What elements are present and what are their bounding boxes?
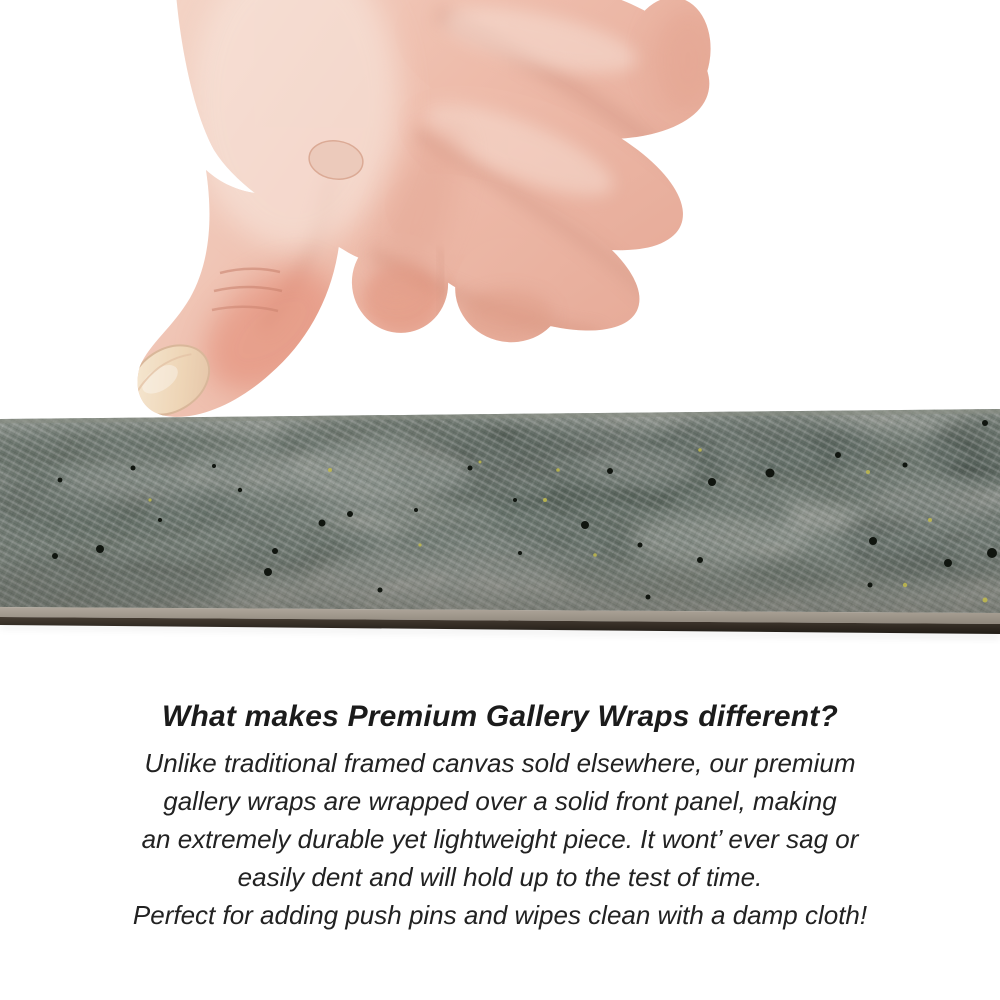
caption-line: easily dent and will hold up to the test of time. (237, 862, 763, 892)
hand-photo (118, 0, 724, 429)
caption-heading: What makes Premium Gallery Wraps different? (161, 700, 839, 733)
canvas-edge-strip (0, 405, 1000, 638)
caption-line: Perfect for adding push pins and wipes clean with a damp cloth! (132, 900, 868, 930)
caption-block (0, 700, 1000, 934)
caption-line: gallery wraps are wrapped over a solid front panel, making (163, 786, 837, 816)
caption-line: an extremely durable yet lightweight piece. It wont’ ever sag or (141, 824, 859, 854)
caption-line: Unlike traditional framed canvas sold elsewhere, our premium (144, 748, 856, 778)
